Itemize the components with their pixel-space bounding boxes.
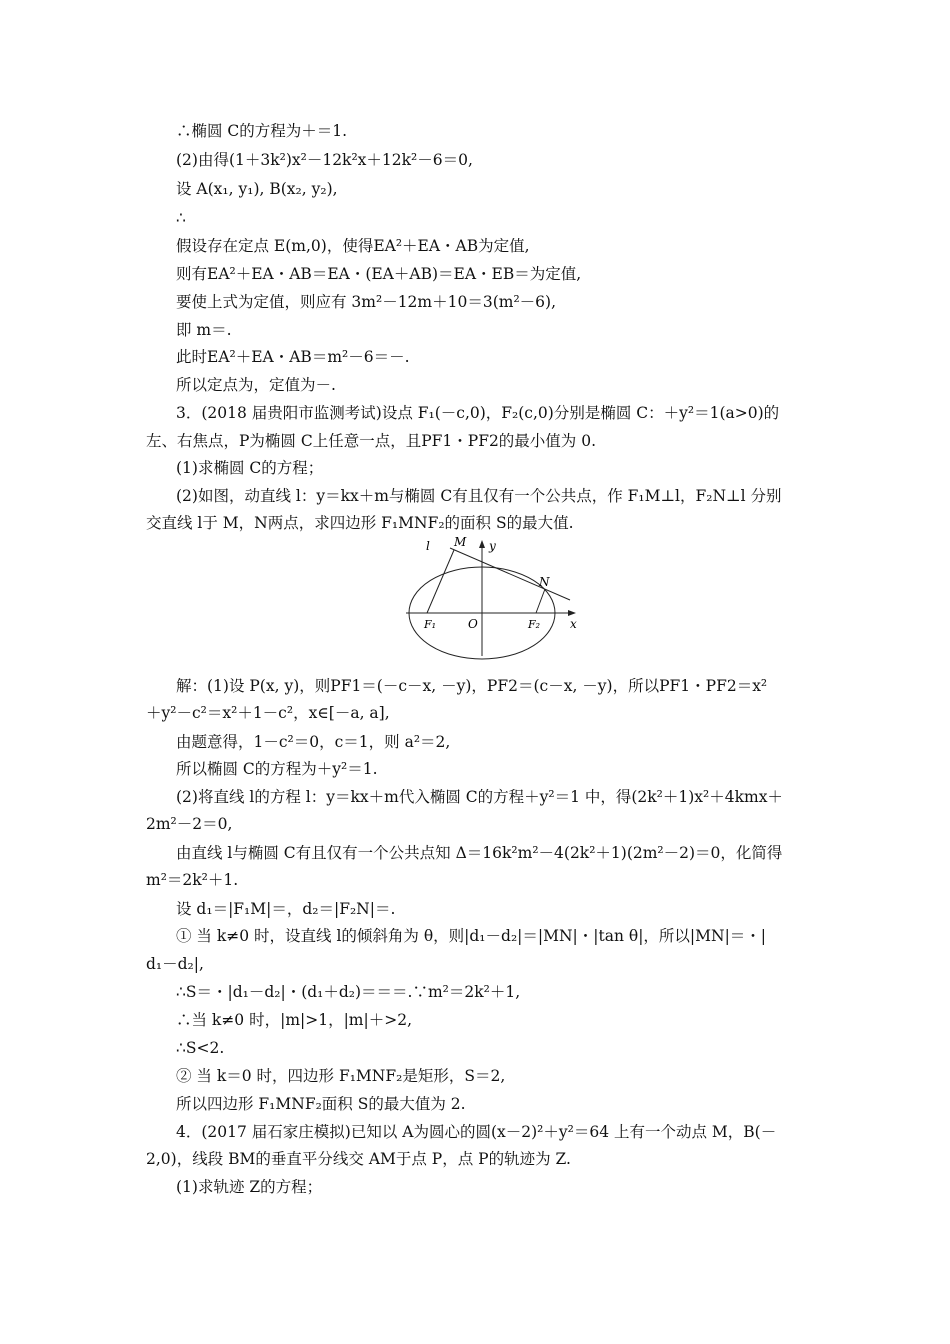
- label-y: y: [489, 539, 496, 553]
- solution-line: 由题意得，1－c²＝0，c＝1，则 a²＝2,: [176, 733, 451, 751]
- y-axis-arrow-icon: [479, 540, 485, 548]
- problem3-line2: 左、右焦点，P为椭圆 C上任意一点，且PF1・PF2的最小值为 0.: [146, 432, 597, 450]
- label-n: N: [539, 575, 550, 589]
- tangent-line-l: [450, 548, 570, 600]
- solution-line: ∴S＝・|d₁－d₂|・(d₁＋d₂)＝＝＝.∵m²＝2k²＋1,: [176, 983, 521, 1001]
- text-line: ∴: [176, 209, 186, 227]
- problem4-question1: (1)求轨迹 Z的方程；: [176, 1178, 323, 1196]
- problem3-line1: 3．(2018 届贵阳市监测考试)设点 F₁(－c,0)，F₂(c,0)分别是椭圆 C：＋y²＝1(a>0)的: [176, 404, 780, 422]
- solution-line: 解：(1)设 P(x, y)，则PF1＝(－c－x, －y)，PF2＝(c－x, －y)，所以PF1・PF2＝x²: [176, 677, 768, 695]
- solution-line: ① 当 k≠0 时，设直线 l的倾斜角为 θ，则|d₁－d₂|＝|MN|・|tan θ|，所以|MN|＝・|: [176, 927, 767, 945]
- label-origin: O: [468, 617, 478, 631]
- text-line: 要使上式为定值，则应有 3m²－12m＋10＝3(m²－6),: [176, 293, 557, 311]
- text-line: 假设存在定点 E(m,0)，使得EA²＋EA・AB为定值,: [176, 237, 530, 255]
- text-line: (2)由得(1＋3k²)x²－12k²x＋12k²－6＝0,: [176, 151, 473, 169]
- problem4-line2: 2,0)，线段 BM的垂直平分线交 AM于点 P，点 P的轨迹为 Z.: [146, 1150, 571, 1168]
- segment-f2-n: [536, 589, 545, 613]
- solution-line: 2m²－2＝0,: [146, 815, 233, 833]
- solution-line: ∴当 k≠0 时，|m|>1，|m|＋>2,: [176, 1011, 413, 1029]
- solution-line: ∴S<2.: [176, 1039, 225, 1057]
- solution-line: (2)将直线 l的方程 l：y＝kx＋m代入椭圆 C的方程＋y²＝1 中，得(2k²＋1)x²＋4kmx＋: [176, 788, 783, 806]
- text-line: 所以定点为，定值为－.: [176, 376, 336, 394]
- problem3-question2-line2: 交直线 l于 M，N两点，求四边形 F₁MNF₂的面积 S的最大值.: [146, 514, 574, 532]
- segment-f1-m: [427, 550, 454, 613]
- solution-line: 设 d₁＝|F₁M|＝，d₂＝|F₂N|＝.: [176, 900, 396, 918]
- solution-line: d₁－d₂|,: [146, 955, 204, 973]
- text-line: ∴椭圆 C的方程为＋＝1.: [176, 122, 348, 140]
- solution-line: 所以椭圆 C的方程为＋y²＝1.: [176, 760, 378, 778]
- text-line: 设 A(x₁, y₁), B(x₂, y₂),: [176, 180, 338, 198]
- label-x: x: [570, 617, 577, 631]
- label-m: M: [454, 536, 467, 549]
- solution-line: 所以四边形 F₁MNF₂面积 S的最大值为 2.: [176, 1095, 466, 1113]
- label-l: l: [426, 539, 430, 553]
- solution-line: m²＝2k²＋1.: [146, 871, 239, 889]
- problem4-line1: 4．(2017 届石家庄模拟)已知以 A为圆心的圆(x－2)²＋y²＝64 上有一个动点 M，B(－: [176, 1123, 777, 1141]
- label-f2: F₂: [528, 618, 541, 631]
- solution-line: 由直线 l与椭圆 C有且仅有一个公共点知 Δ＝16k²m²－4(2k²＋1)(2m²－2)＝0，化简得: [176, 844, 783, 862]
- x-axis-arrow-icon: [568, 610, 576, 616]
- text-line: 则有EA²＋EA・AB＝EA・(EA＋AB)＝EA・EB＝为定值,: [176, 265, 582, 283]
- text-line: 此时EA²＋EA・AB＝m²－6＝－.: [176, 348, 410, 366]
- label-f1: F₁: [424, 618, 437, 631]
- solution-line: ② 当 k＝0 时，四边形 F₁MNF₂是矩形，S＝2,: [176, 1067, 506, 1085]
- problem3-question2-line1: (2)如图，动直线 l：y＝kx＋m与椭圆 C有且仅有一个公共点，作 F₁M⊥l，F₂N⊥l 分别: [176, 487, 782, 505]
- solution-line: ＋y²－c²＝x²＋1－c²，x∈[－a, a],: [146, 704, 390, 722]
- text-line: 即 m＝.: [176, 321, 232, 339]
- ellipse-figure: [400, 536, 588, 660]
- problem3-question1: (1)求椭圆 C的方程；: [176, 459, 324, 477]
